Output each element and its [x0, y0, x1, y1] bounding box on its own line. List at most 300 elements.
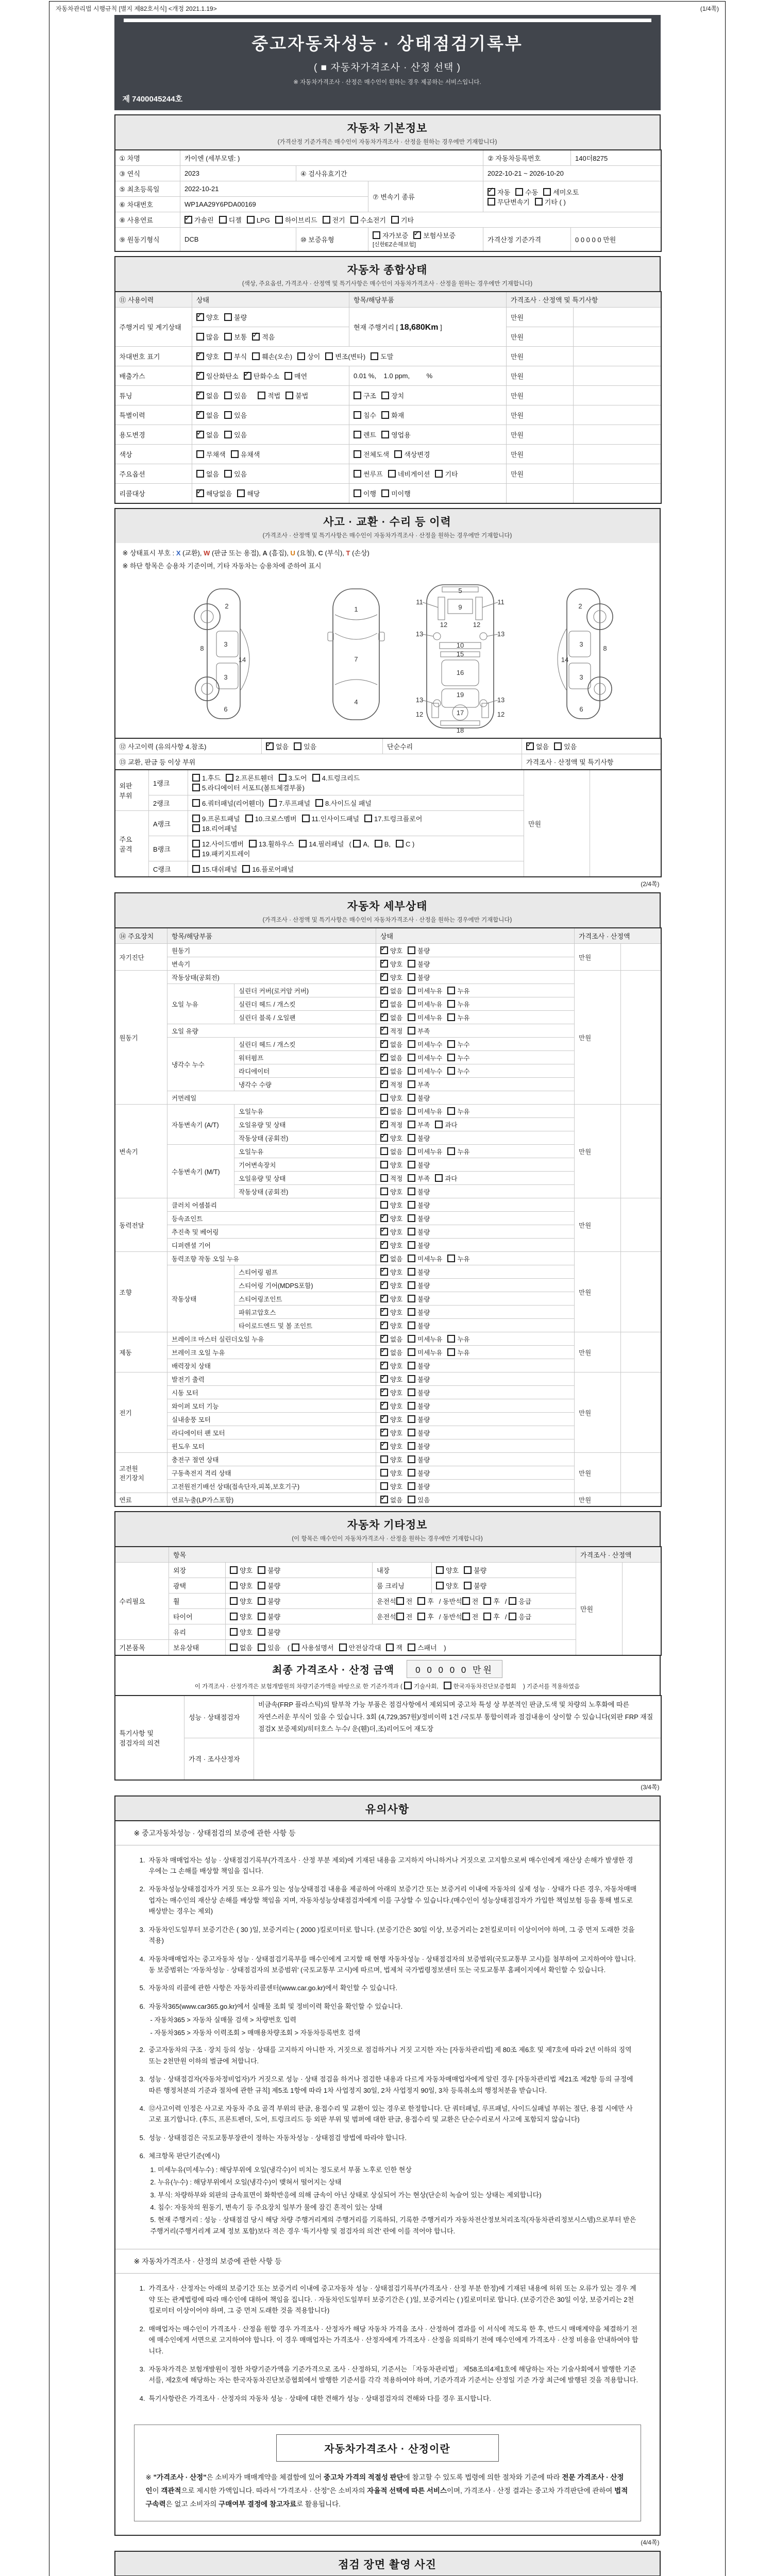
- table-cell: ⑨ 원동기형식: [115, 228, 180, 252]
- checkbox-option: LPG: [247, 216, 270, 224]
- checkbox-checked-icon: [380, 1442, 388, 1450]
- passenger-car-note: ※ 하단 항목은 승용차 기준이며, 기타 자동차는 승용차에 준하여 표시: [122, 562, 322, 570]
- table-cell: 수동변속기 (M/T): [167, 1145, 234, 1198]
- checkbox-option: 불량: [408, 1483, 430, 1490]
- price-survey-option: ( ■ 자동차가격조사 · 산정 선택 ): [313, 62, 461, 73]
- checkbox-checked-icon: [413, 231, 421, 239]
- checkbox-option: 불량: [408, 1282, 430, 1290]
- table-cell: 만원: [575, 1252, 621, 1332]
- checkbox-checked-icon: [380, 973, 388, 981]
- table-cell: 고전원 전기장치: [115, 1453, 167, 1493]
- checkbox-option: 있음: [554, 743, 577, 751]
- checkbox-icon: [258, 1597, 265, 1605]
- car-top-view: [328, 589, 384, 720]
- section-inspection-photos: [114, 2551, 661, 2576]
- notice-item: 2. 매매업자는 매수인이 가격조사 · 산정을 원할 경우 가격조사 · 산정자가 해당 자동차 가격을 조사 · 산정하여 결과를 이 서식에 적도록 한 후, 반드시 매매계약을 체결하기 전에 매수인에게 서면으로 고지하여야 합니다. 이 경우 매매업자는 가격조사 · 산정자에게 가격조사 · 산정을 의뢰하기 전에 매수인에게 가격조사 · 산정 비용을 안내하여야 합니다.: [139, 2325, 638, 2355]
- table-cell: [376, 1306, 575, 1319]
- car-underbody-view: [415, 585, 504, 733]
- notice-item: 2. 자동차성능상태점검자가 거짓 또는 오류가 있는 성능상태점검 내용을 제공하여 아래의 보증기간 또는 보증거리 이내에 자동차의 실제 성능 · 상태가 다른 경우, 자동차매매업자는 매수인의 재산상 손해를 배상할 책임을 지며, 자동차성능상태점검자에게 이를 구상할 수 있습니다.(매수인이 성능상태점검자가 가입한 책임보험 등을 통해 별도로 배상받는 경우는 제외): [139, 1885, 637, 1916]
- checkbox-icon: [509, 1613, 516, 1620]
- checkbox-option: ✓양호: [196, 314, 219, 321]
- table-cell: [188, 811, 524, 836]
- table-cell: [376, 1252, 575, 1265]
- car-side-right-view: [558, 589, 613, 719]
- column-header: 상태: [192, 292, 349, 308]
- checkbox-option: 안전삼각대: [339, 1644, 381, 1652]
- table-cell: [192, 386, 349, 405]
- checkbox-option: 양호: [380, 1202, 402, 1209]
- table-cell: 성능 · 상태점검자: [184, 1696, 254, 1738]
- checkbox-option: 없음: [230, 1644, 253, 1652]
- column-header: 항목/해당부품: [349, 292, 507, 308]
- checkbox-icon: [258, 1566, 265, 1574]
- table-cell: 전기: [115, 1372, 167, 1453]
- checkbox-checked-icon: [184, 216, 192, 224]
- section-title: 사고 · 교환 · 수리 등 이력: [323, 516, 451, 528]
- table-cell: ⑫ 사고이력 (유의사항 4.참조): [115, 738, 262, 754]
- table-cell: [376, 1024, 575, 1038]
- document-meta: [49, 2, 725, 14]
- basic-info-table: [114, 149, 662, 252]
- checkbox-option: ✓ 탄화수소: [244, 372, 279, 380]
- table-cell: [349, 425, 507, 445]
- table-cell: [376, 1185, 575, 1198]
- diagram-label: 13: [497, 630, 505, 638]
- checkbox-option: 적정: [380, 1175, 402, 1182]
- notice-subitem: - 자동차365 > 자동차 실매물 검색 > 차량번호 입력: [150, 2016, 297, 2024]
- checkbox-icon: [464, 1582, 472, 1589]
- checkbox-icon: [408, 1415, 415, 1423]
- checkbox-option: 양호: [380, 1095, 402, 1102]
- table-cell: 만원: [575, 1105, 621, 1198]
- checkbox-option: 불량: [408, 1363, 430, 1370]
- table-cell: 오일유량 및 상태: [234, 1172, 376, 1185]
- checkbox-icon: [339, 1643, 347, 1651]
- table-cell: [376, 1051, 575, 1064]
- checkbox-icon: [279, 774, 287, 782]
- checkbox-checked-icon: [380, 1375, 388, 1383]
- table-cell: [376, 1145, 575, 1158]
- checkbox-option: ✓ 양호: [380, 1443, 402, 1450]
- checkbox-icon: [447, 1147, 455, 1155]
- table-cell: C랭크: [149, 861, 188, 877]
- checkbox-icon: [275, 216, 283, 224]
- table-cell: 기어변속장치: [234, 1158, 376, 1172]
- checkbox-icon: [408, 1388, 415, 1396]
- table-cell: ④ 검사유효기간: [296, 166, 483, 181]
- checkbox-icon: [323, 216, 330, 224]
- table-cell: [188, 770, 524, 795]
- checkbox-icon: [408, 1442, 415, 1450]
- checkbox-option: ✓ 없음: [380, 1256, 402, 1263]
- table-cell: 만원: [507, 445, 574, 464]
- checkbox-icon: [396, 840, 404, 848]
- table-cell: [376, 1372, 575, 1386]
- table-cell: 만원: [575, 944, 621, 971]
- checkbox-option: ✓ 없음: [196, 431, 219, 439]
- checkbox-option: 미세누유: [408, 1108, 442, 1115]
- notice-sec2-heading: ※ 자동차가격조사 · 산정의 보증에 관한 사항 등: [115, 2249, 660, 2274]
- final-price-value: 0 0 0 0 0 만원: [407, 1660, 502, 1678]
- etc-info-header: [114, 1511, 661, 1547]
- checkbox-option: 양호: [436, 1567, 459, 1574]
- table-cell: ⑩ 보증유형: [296, 228, 368, 252]
- checkbox-option: 기타: [391, 216, 414, 224]
- checkbox-option: 불량: [408, 1135, 430, 1142]
- table-cell: [376, 957, 575, 971]
- notice-subitem: 1. 미세누유(미세누수) : 해당부위에 오일(냉각수)이 비치는 정도로서 부품 노후로 인한 현상: [150, 2165, 412, 2174]
- checkbox-checked-icon: [196, 431, 204, 438]
- notice-item: 1. 자동차 매매업자는 성능 · 상태점검기록부(가격조사 · 산정 부분 제외)에 기재된 내용을 고지하지 아니하거나 거짓으로 고지함으로써 매수인에게 재산상 손해가 발생한 경우에는 그 손해를 배상할 책임을 집니다.: [139, 1856, 633, 1875]
- notice-item: 3. 성능 · 상태점검자(자동차정비업자)가 거짓으로 성능 · 상태 점검을 하거나 점검한 내용과 다르게 자동차매매업자에게 알린 경우 [자동차관리법 제21조 제2항 등의 규정에 따른 행정처분의 기준과 절차에 관한 규칙] 제5조 1항에 따라 1차 사업정지 30일, 2차 사업정지 90일, 3차 등록취소의 행정처분을 받습니다.: [139, 2075, 633, 2094]
- checkbox-option: 누유: [447, 1108, 469, 1115]
- table-cell: [621, 1493, 661, 1507]
- checkbox-icon: [312, 774, 320, 782]
- page-title: 중고자동차성능 · 상태점검기록부: [251, 34, 523, 53]
- table-cell: 연료: [115, 1493, 167, 1507]
- table-cell: 외장: [169, 1563, 226, 1578]
- checkbox-icon: [417, 1597, 425, 1605]
- column-header: 항목/해당부품: [167, 928, 376, 944]
- checkbox-option: 무채색: [196, 451, 226, 459]
- checkbox-option: 4.트렁크리드: [312, 774, 360, 782]
- table-cell: 배출가스: [115, 366, 192, 386]
- checkbox-checked-icon: [380, 1362, 388, 1369]
- diagram-label: 11: [497, 598, 505, 606]
- car-side-left-view: [194, 589, 249, 719]
- checkbox-option: 수동: [515, 189, 538, 196]
- checkbox-icon: [408, 1308, 415, 1316]
- table-cell: [349, 464, 507, 484]
- checkbox-option: 미세누유: [408, 988, 442, 995]
- checkbox-icon: [247, 216, 255, 224]
- checkbox-icon: [447, 1040, 455, 1048]
- checkbox-option: 불량: [258, 1613, 280, 1621]
- checkbox-icon: [404, 1682, 412, 1689]
- table-cell: 주요 골격: [115, 811, 149, 877]
- page-marker-2: (2/4쪽): [641, 880, 660, 888]
- checkbox-option: 2.프론트휀더: [226, 774, 274, 782]
- table-cell: [376, 1359, 575, 1372]
- notice-subitem: 5. 현재 주행거리 : 성능 · 상태점검 당시 해당 차량 주행거리계의 주행거리를 기록하되, 기록한 주행거리가 자동차전산정보처리조직(자동차관리정보시스템)으로부터 받은 주행거리(주행거리계 교체 정보 포함)보다 적은 경우 '특기사항 및 점검자의 의견' 란에 이를 적어야 합니다.: [150, 2216, 636, 2235]
- checkbox-icon: [380, 1147, 388, 1155]
- checkbox-option: 9.프론트패널: [192, 815, 240, 823]
- checkbox-option: 있음: [224, 431, 247, 439]
- diagram-label: 3: [579, 640, 583, 649]
- checkbox-icon: [381, 392, 389, 399]
- checkbox-option: 기타: [435, 470, 458, 478]
- checkbox-icon: [408, 1321, 415, 1329]
- checkbox-option: 13.휠하우스: [249, 840, 294, 848]
- table-cell: [192, 366, 349, 386]
- table-cell: [376, 1493, 575, 1507]
- checkbox-option: C ): [396, 840, 414, 848]
- checkbox-option: 사용설명서: [292, 1644, 334, 1652]
- checkbox-option: 누수: [447, 1055, 469, 1062]
- checkbox-checked-icon: [380, 1268, 388, 1276]
- table-cell: 오일유량 및 상태: [234, 1118, 376, 1131]
- table-cell: 스티어링 펌프: [234, 1265, 376, 1279]
- table-cell: 원동기: [167, 944, 376, 957]
- checkbox-option: ✓ 양호: [380, 1269, 402, 1276]
- table-cell: 라디에이터 팬 모터: [167, 1426, 376, 1439]
- checkbox-icon: [408, 1214, 415, 1222]
- checkbox-icon: [408, 1188, 415, 1195]
- checkbox-option: ✓ 양호: [380, 1296, 402, 1303]
- column-header: 항목: [169, 1547, 576, 1563]
- checkbox-icon: [408, 1362, 415, 1369]
- checkbox-option: ✓ 양호: [380, 1416, 402, 1423]
- checkbox-option: 있음: [224, 470, 247, 478]
- table-cell: 자가보증 ✓ 보험사보증 [신한EZ손해보험]: [368, 228, 483, 252]
- checkbox-icon: [354, 411, 361, 419]
- checkbox-icon: [408, 1013, 415, 1021]
- document-number: 제 7400045244호: [122, 95, 183, 104]
- checkbox-icon: [252, 352, 260, 360]
- table-cell: 커먼레일: [167, 1091, 376, 1105]
- table-cell: [188, 861, 524, 877]
- checkbox-icon: [299, 840, 307, 848]
- table-cell: [180, 212, 661, 228]
- checkbox-option: 3.도어: [279, 774, 307, 782]
- column-header: 가격조사 · 산정액 및 특기사항: [507, 292, 661, 308]
- checkbox-checked-icon: [380, 946, 388, 954]
- table-cell: 클러치 어셈블리: [167, 1198, 376, 1212]
- section-title: 자동차 종합상태: [347, 264, 428, 276]
- checkbox-option: ✓ 없음: [380, 1349, 402, 1357]
- checkbox-icon: [408, 1268, 415, 1276]
- checkbox-option: ✓ 양호: [380, 961, 402, 968]
- checkbox-icon: [464, 1566, 472, 1574]
- status-symbols-line: ※ 상태표시 부호 : X (교환), W (판금 또는 용접), A (흠집), U (요철), C (부식), T (손상): [122, 549, 369, 557]
- checkbox-icon: [380, 1094, 388, 1101]
- table-cell: 원동기: [115, 971, 167, 1105]
- table-cell: [574, 405, 661, 425]
- checkbox-option: 썬루프: [354, 470, 383, 478]
- table-cell: 튜닝: [115, 386, 192, 405]
- checkbox-icon: [483, 1597, 491, 1605]
- checkbox-icon: [447, 1348, 455, 1356]
- table-cell: 유리: [169, 1624, 226, 1640]
- table-cell: [574, 366, 661, 386]
- checkbox-option: 침수: [354, 412, 376, 419]
- checkbox-icon: [396, 1613, 404, 1620]
- checkbox-icon: [192, 799, 200, 807]
- checkbox-option: ✓ 없음: [526, 743, 549, 751]
- checkbox-option: 전체도색: [354, 451, 389, 459]
- table-cell: 1랭크: [149, 770, 188, 795]
- checkbox-option: ✓ 양호: [380, 1282, 402, 1290]
- checkbox-icon: [408, 1455, 415, 1463]
- checkbox-option: 14.필러패널: [299, 840, 344, 848]
- table-cell: [376, 1239, 575, 1252]
- table-cell: [621, 971, 661, 1105]
- checkbox-option: 전: [396, 1598, 413, 1605]
- notice-item: 5. 자동차의 리콜에 관한 사항은 자동차리콜센터(www.car.go.kr)에서 확인할 수 있습니다.: [139, 1984, 398, 1992]
- checkbox-option: 미세누유: [408, 1256, 442, 1263]
- table-cell: [376, 1198, 575, 1212]
- diagram-label: 4: [354, 698, 358, 706]
- checkbox-option: 누수: [447, 1068, 469, 1075]
- checkbox-option: ✓ 해당없음: [196, 490, 232, 498]
- table-cell: 보유상태: [169, 1640, 226, 1656]
- checkbox-option: 전: [462, 1613, 479, 1621]
- checkbox-checked-icon: [266, 742, 274, 750]
- document-page: [49, 1, 726, 2576]
- checkbox-icon: [258, 1643, 265, 1651]
- checkbox-option: 1.후드: [192, 774, 221, 782]
- checkbox-option: 구조: [354, 392, 376, 400]
- checkbox-icon: [447, 1255, 455, 1262]
- checkbox-option: 있음: [408, 1497, 430, 1504]
- diagram-label: 12: [473, 621, 480, 629]
- checkbox-icon: [381, 411, 389, 419]
- diagram-label: 3: [223, 673, 228, 682]
- checkbox-option: 미세누수: [408, 1068, 442, 1075]
- checkbox-option: 누유: [447, 1336, 469, 1343]
- column-header: 가격조사 · 산정액: [575, 928, 661, 944]
- table-cell: [574, 327, 661, 347]
- table-cell: [376, 1212, 575, 1225]
- checkbox-option: 누유: [447, 1349, 469, 1357]
- table-cell: [376, 1399, 575, 1413]
- table-cell: 작동상태 (공회전): [234, 1185, 376, 1198]
- checkbox-option: 이행: [354, 490, 376, 498]
- checkbox-option: ✓ 양호: [380, 1389, 402, 1397]
- checkbox-icon: [408, 1335, 415, 1343]
- status-code-legend: [114, 543, 661, 578]
- checkbox-option: 15.대쉬패널: [192, 866, 237, 873]
- checkbox-option: 있음: [224, 412, 247, 419]
- checkbox-option: ✓ 없음: [380, 1014, 402, 1022]
- diagram-label: 3: [223, 640, 228, 649]
- checkbox-checked-icon: [196, 489, 204, 497]
- checkbox-option: ✓ 없음: [380, 1336, 402, 1343]
- checkbox-option: 5.라디에이터 서포트(볼트체결부품): [192, 784, 305, 792]
- table-cell: 만원: [575, 971, 621, 1105]
- checkbox-icon: [258, 392, 265, 399]
- table-cell: 만원: [507, 327, 574, 347]
- checkbox-icon: [380, 1469, 388, 1477]
- table-cell: 운전석 전 후 / 동반석 전 후 / 응급: [373, 1609, 576, 1624]
- law-reference: 자동차관리법 시행규칙 [별지 제82호서식] <개정 2021.1.19>: [56, 5, 217, 12]
- table-cell: 외판 부위: [115, 770, 149, 811]
- table-cell: [376, 1439, 575, 1453]
- checkbox-icon: [462, 1613, 470, 1620]
- checkbox-checked-icon: [380, 1388, 388, 1396]
- final-price-box: [114, 1655, 661, 1696]
- table-cell: [590, 770, 661, 877]
- table-cell: 오일 유량: [167, 1024, 376, 1038]
- checkbox-option: 미세누유: [408, 1349, 442, 1357]
- table-cell: WP1AA29Y6PDA00169: [180, 197, 368, 212]
- page-marker-1: (1/4쪽): [700, 5, 719, 12]
- checkbox-checked-icon: [380, 1107, 388, 1115]
- checkbox-option: ✓ 양호: [380, 1323, 402, 1330]
- checkbox-icon: [408, 960, 415, 968]
- diagram-label: 16: [456, 669, 464, 677]
- table-cell: [376, 1265, 575, 1279]
- checkbox-icon: [408, 1040, 415, 1048]
- checkbox-option: ✓ 없음: [380, 988, 402, 995]
- table-cell: 연료누출(LP가스포함): [167, 1493, 376, 1507]
- checkbox-checked-icon: [380, 1321, 388, 1329]
- table-cell: 충전구 절연 상태: [167, 1453, 376, 1466]
- checkbox-icon: [231, 450, 239, 458]
- checkbox-icon: [447, 1067, 455, 1075]
- table-cell: ⑬ 교환, 판금 등 이상 부위: [115, 754, 522, 770]
- checkbox-option: 화재: [381, 412, 404, 419]
- table-cell: 스티어링 기어(MDPS포함): [234, 1279, 376, 1292]
- checkbox-option: B,: [375, 840, 391, 848]
- checkbox-icon: [447, 1000, 455, 1008]
- checkbox-option: 불량: [464, 1567, 486, 1574]
- checkbox-icon: [258, 1628, 265, 1636]
- checkbox-option: 적법: [258, 392, 280, 400]
- table-cell: [226, 1609, 373, 1624]
- table-cell: [349, 386, 507, 405]
- table-cell: 만원: [507, 308, 574, 327]
- table-cell: 특기사항 및 점검자의 의견: [115, 1696, 184, 1780]
- notice-item: 6. 자동차365(www.car365.go.kr)에서 실매물 조회 및 정비이력 확인을 확인할 수 있습니다.: [139, 2002, 403, 2010]
- diagram-label: 12: [415, 710, 423, 719]
- checkbox-option: 양호: [230, 1598, 253, 1605]
- table-cell: [376, 1038, 575, 1051]
- checkbox-option: 불량: [258, 1629, 280, 1636]
- checkbox-option: A,: [353, 840, 369, 848]
- checkbox-option: 누유: [447, 1014, 469, 1022]
- table-cell: [376, 1131, 575, 1145]
- section-etc-info: [114, 1511, 661, 1780]
- checkbox-option: 기술사회,: [404, 1684, 439, 1690]
- checkbox-icon: [488, 198, 495, 206]
- table-cell: 작동상태(공회전): [167, 971, 376, 984]
- table-cell: 0 0 0 0 0 만원: [571, 228, 661, 252]
- table-cell: 실린더 헤드 / 개스킷: [234, 1038, 376, 1051]
- checkbox-icon: [380, 1455, 388, 1463]
- checkbox-option: 영업용: [381, 431, 411, 439]
- checkbox-icon: [285, 392, 293, 399]
- table-cell: [192, 484, 349, 504]
- table-cell: [192, 405, 349, 425]
- table-cell: 브레이크 오일 누유: [167, 1346, 376, 1359]
- checkbox-option: 18.리어패널: [192, 825, 237, 833]
- checkbox-option: 미세누유: [408, 1014, 442, 1022]
- table-cell: [574, 347, 661, 366]
- checkbox-icon: [196, 470, 204, 478]
- checkbox-icon: [408, 1643, 415, 1651]
- table-cell: 수리필요: [115, 1563, 169, 1640]
- table-cell: 만원: [524, 770, 590, 877]
- checkbox-icon: [192, 784, 200, 791]
- checkbox-icon: [380, 1201, 388, 1209]
- table-cell: [574, 425, 661, 445]
- table-cell: 가격 · 조사산정자: [184, 1738, 254, 1780]
- checkbox-option: 양호: [230, 1567, 253, 1574]
- checkbox-option: ✓ 없음: [380, 1497, 402, 1504]
- table-cell: [376, 1011, 575, 1024]
- diagram-label: 12: [497, 710, 505, 719]
- table-cell: 만원: [575, 1372, 621, 1453]
- table-cell: [623, 1563, 661, 1656]
- checkbox-icon: [230, 1643, 238, 1651]
- table-cell: 구동축전지 격리 상태: [167, 1466, 376, 1480]
- checkbox-icon: [364, 815, 372, 822]
- table-cell: 운전석 전 후 / 동반석 전 후 / 응급: [373, 1594, 576, 1609]
- checkbox-option: 변조(변타): [325, 353, 365, 361]
- table-cell: ③ 연식: [115, 166, 180, 181]
- checkbox-option: 없음: [196, 470, 219, 478]
